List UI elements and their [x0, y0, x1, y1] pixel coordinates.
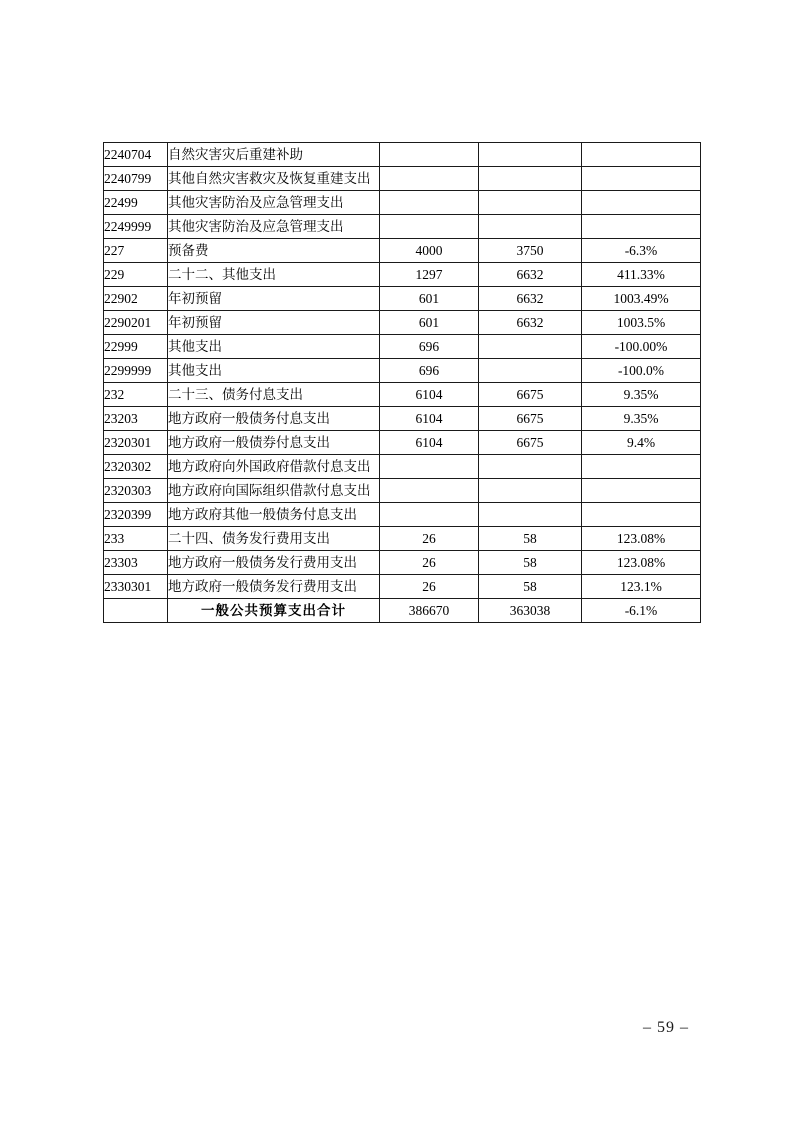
cell-v1 [380, 479, 479, 503]
cell-code: 22902 [104, 287, 168, 311]
cell-name: 其他自然灾害救灾及恢复重建支出 [168, 167, 380, 191]
cell-v2 [479, 143, 582, 167]
cell-v1: 6104 [380, 431, 479, 455]
cell-pct [582, 215, 701, 239]
table-row [104, 527, 701, 551]
cell-v2: 58 [479, 575, 582, 599]
cell-v2 [479, 335, 582, 359]
cell-name: 其他支出 [168, 335, 380, 359]
cell-pct: -100.00% [582, 335, 701, 359]
cell-v1: 386670 [380, 599, 479, 623]
cell-v1: 6104 [380, 407, 479, 431]
table-row [104, 263, 701, 287]
cell-name: 地方政府一般债券付息支出 [168, 431, 380, 455]
cell-code: 2249999 [104, 215, 168, 239]
cell-pct: 9.35% [582, 407, 701, 431]
table-row [104, 335, 701, 359]
cell-name: 年初预留 [168, 311, 380, 335]
table-row [104, 551, 701, 575]
cell-v1 [380, 143, 479, 167]
cell-name: 自然灾害灾后重建补助 [168, 143, 380, 167]
cell-name: 其他灾害防治及应急管理支出 [168, 191, 380, 215]
cell-v2: 6632 [479, 311, 582, 335]
cell-name: 地方政府其他一般债务付息支出 [168, 503, 380, 527]
cell-code: 23203 [104, 407, 168, 431]
cell-name: 其他灾害防治及应急管理支出 [168, 215, 380, 239]
cell-name: 地方政府一般债务付息支出 [168, 407, 380, 431]
cell-pct [582, 167, 701, 191]
cell-code: 2240704 [104, 143, 168, 167]
cell-code: 2320399 [104, 503, 168, 527]
cell-name: 地方政府向外国政府借款付息支出 [168, 455, 380, 479]
cell-code: 2299999 [104, 359, 168, 383]
cell-v2 [479, 215, 582, 239]
cell-pct: 123.08% [582, 551, 701, 575]
cell-code [104, 599, 168, 623]
table-row [104, 359, 701, 383]
cell-name: 地方政府向国际组织借款付息支出 [168, 479, 380, 503]
table-row [104, 215, 701, 239]
table-row [104, 143, 701, 167]
cell-code: 229 [104, 263, 168, 287]
table-row [104, 479, 701, 503]
cell-code: 22499 [104, 191, 168, 215]
cell-v2: 6675 [479, 383, 582, 407]
cell-v2 [479, 167, 582, 191]
cell-v2: 6675 [479, 407, 582, 431]
table-row [104, 455, 701, 479]
cell-pct: 123.08% [582, 527, 701, 551]
page-number: – 59 – [643, 1019, 689, 1036]
cell-v1: 26 [380, 551, 479, 575]
table-row [104, 383, 701, 407]
cell-pct: 9.35% [582, 383, 701, 407]
cell-pct [582, 479, 701, 503]
cell-pct: -6.1% [582, 599, 701, 623]
cell-name: 一般公共预算支出合计 [168, 599, 380, 623]
cell-v2: 58 [479, 527, 582, 551]
cell-code: 2290201 [104, 311, 168, 335]
cell-v1: 6104 [380, 383, 479, 407]
cell-pct [582, 143, 701, 167]
cell-code: 233 [104, 527, 168, 551]
cell-v1 [380, 191, 479, 215]
cell-code: 22999 [104, 335, 168, 359]
cell-pct: -6.3% [582, 239, 701, 263]
cell-pct: 123.1% [582, 575, 701, 599]
cell-code: 2320301 [104, 431, 168, 455]
cell-v2 [479, 455, 582, 479]
table-row [104, 287, 701, 311]
table-row [104, 311, 701, 335]
cell-v1: 601 [380, 287, 479, 311]
cell-name: 地方政府一般债务发行费用支出 [168, 551, 380, 575]
cell-pct: -100.0% [582, 359, 701, 383]
cell-pct: 1003.5% [582, 311, 701, 335]
cell-name: 二十三、债务付息支出 [168, 383, 380, 407]
cell-pct: 1003.49% [582, 287, 701, 311]
table-row [104, 575, 701, 599]
cell-v2 [479, 191, 582, 215]
cell-v1: 601 [380, 311, 479, 335]
cell-v1: 26 [380, 575, 479, 599]
table-row [104, 431, 701, 455]
cell-v1 [380, 167, 479, 191]
cell-code: 23303 [104, 551, 168, 575]
cell-code: 2320302 [104, 455, 168, 479]
cell-v1: 1297 [380, 263, 479, 287]
cell-v1: 4000 [380, 239, 479, 263]
cell-v1 [380, 215, 479, 239]
cell-code: 2330301 [104, 575, 168, 599]
cell-v2: 363038 [479, 599, 582, 623]
cell-pct: 9.4% [582, 431, 701, 455]
cell-code: 232 [104, 383, 168, 407]
table-row [104, 239, 701, 263]
cell-v1 [380, 503, 479, 527]
cell-v2: 6675 [479, 431, 582, 455]
table-row [104, 503, 701, 527]
cell-v1: 26 [380, 527, 479, 551]
table-row [104, 191, 701, 215]
cell-pct [582, 455, 701, 479]
cell-name: 二十二、其他支出 [168, 263, 380, 287]
cell-pct: 411.33% [582, 263, 701, 287]
cell-v2: 6632 [479, 263, 582, 287]
cell-v1: 696 [380, 359, 479, 383]
cell-v2 [479, 503, 582, 527]
budget-table [103, 142, 701, 623]
cell-name: 预备费 [168, 239, 380, 263]
table-row [104, 167, 701, 191]
table-total-row [104, 599, 701, 623]
cell-v2 [479, 359, 582, 383]
cell-v2: 6632 [479, 287, 582, 311]
cell-code: 227 [104, 239, 168, 263]
cell-v1: 696 [380, 335, 479, 359]
cell-v2: 58 [479, 551, 582, 575]
cell-name: 二十四、债务发行费用支出 [168, 527, 380, 551]
cell-name: 地方政府一般债务发行费用支出 [168, 575, 380, 599]
table-row [104, 407, 701, 431]
cell-pct [582, 191, 701, 215]
cell-code: 2240799 [104, 167, 168, 191]
cell-pct [582, 503, 701, 527]
cell-v1 [380, 455, 479, 479]
cell-code: 2320303 [104, 479, 168, 503]
cell-name: 年初预留 [168, 287, 380, 311]
cell-v2: 3750 [479, 239, 582, 263]
cell-v2 [479, 479, 582, 503]
cell-name: 其他支出 [168, 359, 380, 383]
